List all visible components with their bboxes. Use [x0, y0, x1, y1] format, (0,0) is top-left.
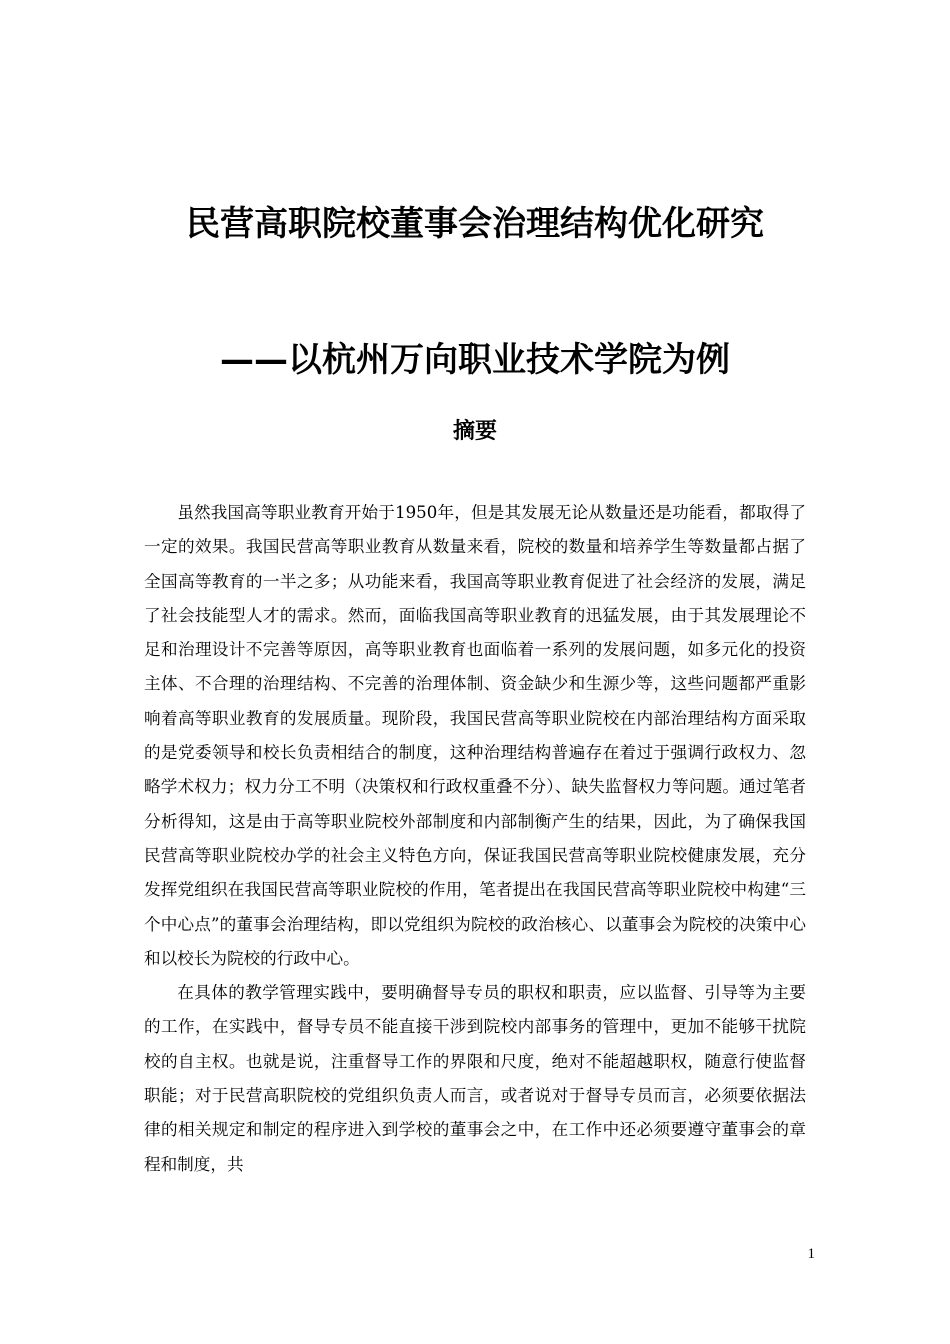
abstract-body [144, 496, 806, 1182]
document-title: 民营高职院校董事会治理结构优化研究 [186, 204, 764, 244]
abstract-paragraph-1: 虽然我国高等职业教育开始于1950年，但是其发展无论从数量还是功能看，都取得了一定的效果。我国民营高等职业教育从数量来看，院校的数量和培养学生等数量都占据了全国高等教育的一半之多；从功能来看，我国高等职业教育促进了社会经济的发展，满足了社会技能型人才的需求。然而，面临我国高等职业教育的迅猛发展，由于其发展理论不足和治理设计不完善等原因，高等职业教育也面临着一系列的发展问题，如多元化的投资主体、不合理的治理结构、不完善的治理体制、资金缺少和生源少等，这些问题都严重影响着高等职业教育的发展质量。现阶段，我国民营高等职业院校在内部治理结构方面采取的是党委领导和校长负责相结合的制度，这种治理结构普遍存在着过于强调行政权力、忽略学术权力；权力分工不明（决策权和行政权重叠不分）、缺失监督权力等问题。通过笔者分析得知，这是由于高等职业院校外部制度和内部制衡产生的结果，因此，为了确保我国民营高等职业院校办学的社会主义特色方向，保证我国民营高等职业院校健康发展，充分发挥党组织在我国民营高等职业院校的作用，笔者提出在我国民营高等职业院校中构建“三个中心点”的董事会治理结构，即以党组织为院校的政治核心、以董事会为院校的决策中心和以校长为院校的行政中心。 [144, 503, 806, 968]
page-number: 1 [807, 1246, 815, 1262]
document-subtitle: ——以杭州万向职业技术学院为例 [220, 340, 730, 380]
abstract-heading: 摘要 [452, 419, 497, 444]
abstract-paragraph-2: 在具体的教学管理实践中，要明确督导专员的职权和职责，应以监督、引导等为主要的工作，在实践中，督导专员不能直接干涉到院校内部事务的管理中，更加不能够干扰院校的自主权。也就是说，注重督导工作的界限和尺度，绝对不能超越职权，随意行使监督职能；对于民营高职院校的党组织负责人而言，或者说对于督导专员而言，必须要依据法律的相关规定和制定的程序进入到学校的董事会之中，在工作中还必须要遵守董事会的章程和制度，共 [144, 983, 806, 1174]
